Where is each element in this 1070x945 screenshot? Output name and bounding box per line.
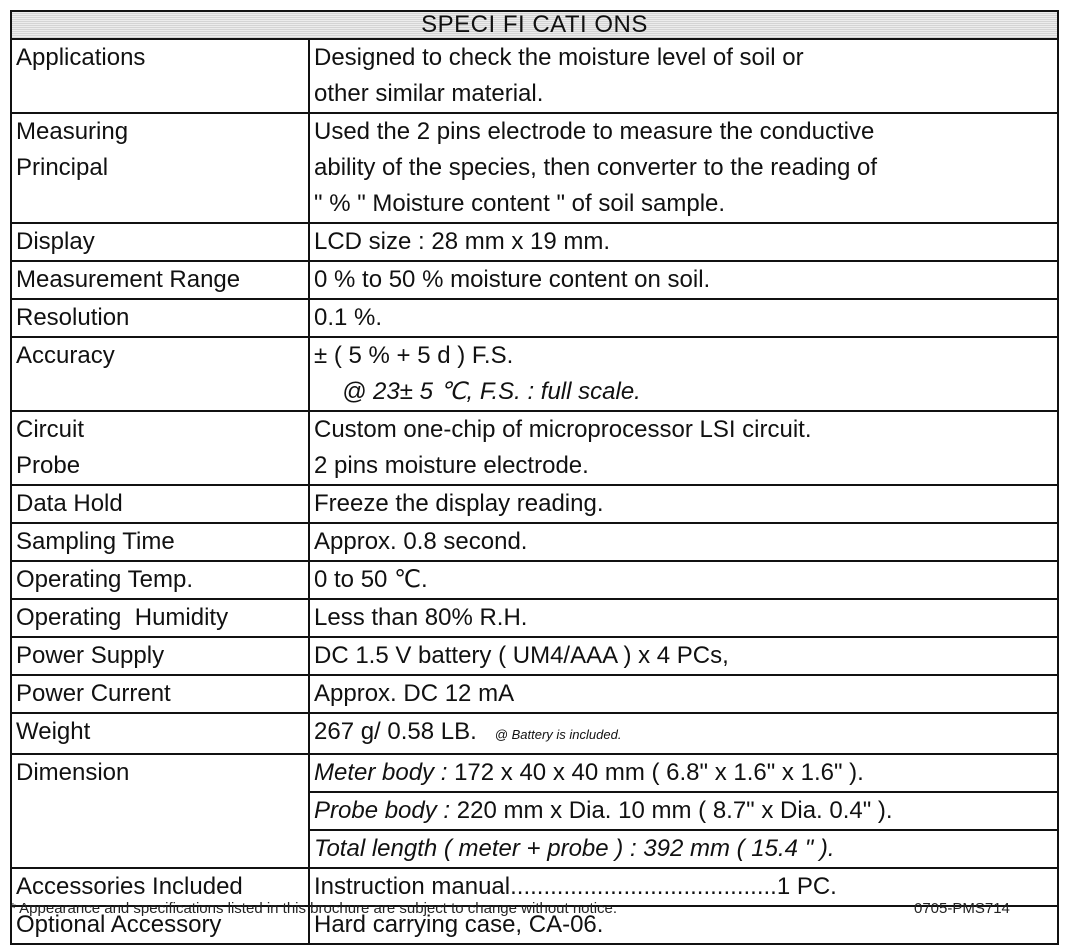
spec-label-circuit [11, 411, 309, 485]
table-header-row [11, 11, 1058, 39]
table-row [11, 754, 1058, 868]
text-line: ± ( 5 % + 5 d ) F.S. [314, 342, 514, 369]
table-row [11, 561, 1058, 599]
spec-value-display: LCD size : 28 mm x 19 mm. [309, 223, 1058, 261]
spec-value-dimension [309, 754, 1058, 868]
dimension-probe-label: Probe body : [314, 797, 451, 824]
spec-value-accessories: Instruction manual........................................1 PC. [309, 868, 1058, 906]
table-row [11, 39, 1058, 113]
spec-value-principal [309, 113, 1058, 223]
dimension-meter [310, 755, 1057, 791]
table-row [11, 223, 1058, 261]
text-line: Used the 2 pins electrode to measure the conductive [314, 118, 875, 145]
text-line: Circuit [16, 416, 85, 443]
text-line: Custom one-chip of microprocessor LSI circuit. [314, 416, 812, 443]
spec-value-optional: Hard carrying case, CA-06. [309, 906, 1058, 944]
table-row [11, 411, 1058, 485]
text-line: Probe [16, 452, 81, 479]
table-row [11, 675, 1058, 713]
spec-value-power-supply: DC 1.5 V battery ( UM4/AAA ) x 4 PCs, [309, 637, 1058, 675]
dimension-probe [310, 791, 1057, 829]
spec-label-applications: Applications [11, 39, 309, 113]
specifications-table [10, 10, 1059, 945]
spec-label-dimension: Dimension [11, 754, 309, 868]
text-line: ability of the species, then converter to the reading of [314, 154, 878, 181]
spec-value-op-temp: 0 to 50 ℃. [309, 561, 1058, 599]
specifications-sheet [10, 10, 1057, 945]
spec-value-resolution: 0.1 %. [309, 299, 1058, 337]
text-line: Principal [16, 154, 109, 181]
spec-value-op-humidity: Less than 80% R.H. [309, 599, 1058, 637]
dimension-probe-value: 220 mm x Dia. 10 mm ( 8.7" x Dia. 0.4" ). [450, 797, 893, 824]
document-code: 0705-PMS714 [914, 900, 1010, 917]
spec-label-weight: Weight [11, 713, 309, 754]
spec-label-power-current: Power Current [11, 675, 309, 713]
spec-value-circuit [309, 411, 1058, 485]
table-row [11, 261, 1058, 299]
spec-value-sampling: Approx. 0.8 second. [309, 523, 1058, 561]
table-row [11, 713, 1058, 754]
text-line: 2 pins moisture electrode. [314, 452, 589, 479]
spec-label-sampling: Sampling Time [11, 523, 309, 561]
table-row [11, 599, 1058, 637]
table-row [11, 337, 1058, 411]
spec-value-power-current: Approx. DC 12 mA [309, 675, 1058, 713]
footer-notice: * Appearance and specifications listed in this brochure are subject to change without notice. [10, 900, 618, 917]
text-line: Designed to check the moisture level of soil or [314, 44, 804, 71]
spec-label-accessories: Accessories Included [11, 868, 309, 906]
spec-value-range: 0 % to 50 % moisture content on soil. [309, 261, 1058, 299]
spec-label-principal [11, 113, 309, 223]
weight-value: 267 g/ 0.58 LB. [314, 718, 477, 745]
spec-label-op-humidity: Operating Humidity [11, 599, 309, 637]
text-line: Measuring [16, 118, 129, 145]
spec-label-power-supply: Power Supply [11, 637, 309, 675]
spec-label-resolution: Resolution [11, 299, 309, 337]
dimension-meter-label: Meter body : [314, 759, 448, 786]
dimension-total: Total length ( meter + probe ) : 392 mm ( 15.4 " ). [310, 829, 1057, 867]
text-line: other similar material. [314, 80, 544, 107]
spec-value-applications [309, 39, 1058, 113]
accuracy-note: @ 23± 5 ℃, F.S. : full scale. [342, 378, 641, 405]
spec-value-weight [309, 713, 1058, 754]
spec-label-op-temp: Operating Temp. [11, 561, 309, 599]
spec-value-accuracy [309, 337, 1058, 411]
spec-label-range: Measurement Range [11, 261, 309, 299]
footer [10, 900, 1057, 917]
spec-label-accuracy: Accuracy [11, 337, 309, 411]
table-row [11, 523, 1058, 561]
table-row [11, 485, 1058, 523]
spec-value-data-hold: Freeze the display reading. [309, 485, 1058, 523]
table-title: SPECI FI CATI ONS [11, 11, 1058, 39]
text-line: " % " Moisture content " of soil sample. [314, 190, 726, 217]
spec-label-data-hold: Data Hold [11, 485, 309, 523]
dimension-meter-value: 172 x 40 x 40 mm ( 6.8" x 1.6" x 1.6" ). [447, 759, 864, 786]
table-row [11, 299, 1058, 337]
spec-label-optional: Optional Accessory [11, 906, 309, 944]
spec-label-display: Display [11, 223, 309, 261]
weight-note: @ Battery is included. [494, 727, 622, 742]
table-row [11, 113, 1058, 223]
table-row [11, 637, 1058, 675]
